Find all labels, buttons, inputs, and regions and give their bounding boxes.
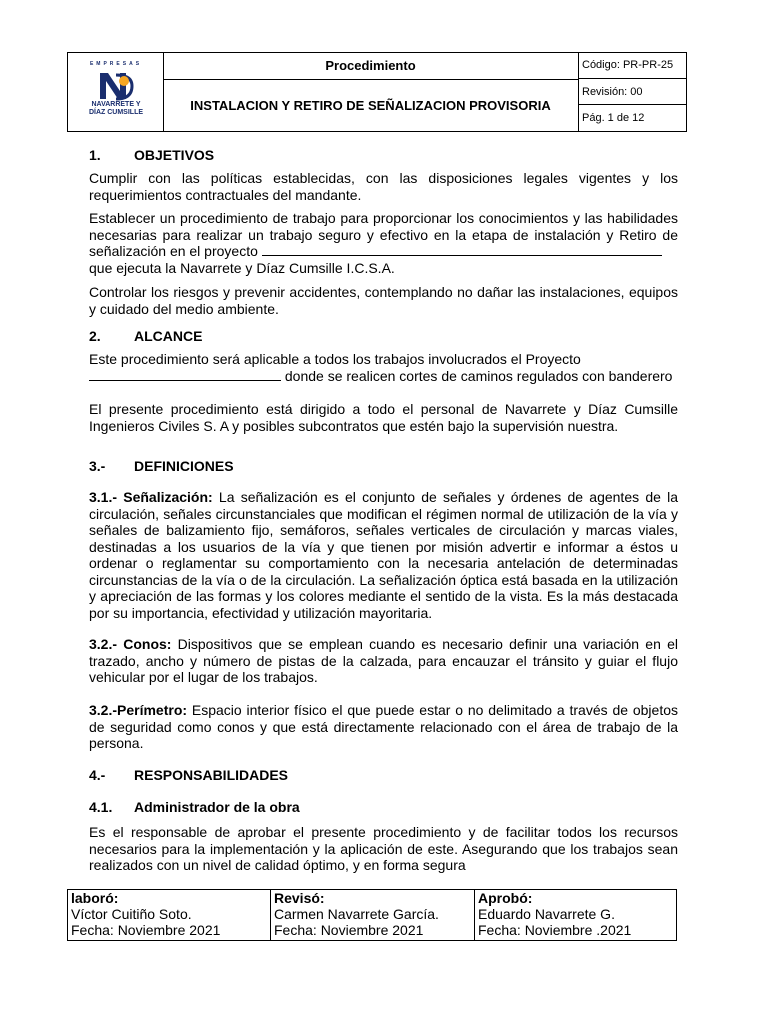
document-header-table bbox=[67, 52, 687, 132]
approval-label: laboró: bbox=[71, 890, 119, 906]
doc-page-number: Pág. 1 de 12 bbox=[582, 112, 645, 124]
approval-col-aprobo bbox=[475, 890, 676, 940]
logo-name-line1: NAVARRETE Y bbox=[91, 101, 141, 108]
company-logo bbox=[80, 61, 152, 123]
nd-logo-mark-icon bbox=[98, 71, 134, 101]
definition-text: Espacio interior físico el que puede estar o no delimitado a través de objetos de seguridad como conos y que está directamente relacionado con el área de trabajo de la persona. bbox=[89, 702, 678, 751]
objetivos-p2-text: Establecer un procedimiento de trabajo para proporcionar los conocimientos y las habilidades necesarias para realizar un trabajo seguro y efectivo en la etapa de instalación y Retiro de señalización en el proyecto bbox=[89, 210, 678, 259]
doc-type: Procedimiento bbox=[163, 53, 578, 80]
objetivos-paragraph-1: Cumplir con las políticas establecidas, con las disposiciones legales vigentes y los requerimientos contractuales del mandante. bbox=[89, 170, 678, 203]
subsection-title: Administrador de la obra bbox=[134, 799, 300, 815]
section-heading-responsabilidades bbox=[89, 767, 288, 783]
alcance-p1-tail: donde se realicen cortes de caminos regulados con banderero bbox=[284, 367, 673, 384]
approval-table bbox=[67, 889, 677, 941]
definition-label: 3.2.-Perímetro: bbox=[89, 702, 188, 718]
objetivos-paragraph-3: Controlar los riesgos y prevenir accidentes, contemplando no dañar las instalaciones, equipos y cuidado del medio ambiente. bbox=[89, 284, 678, 317]
project-name-blank bbox=[262, 243, 662, 256]
approval-label: Revisó: bbox=[274, 890, 325, 906]
objetivos-paragraph-2 bbox=[89, 210, 678, 276]
approval-name: Eduardo Navarrete G. bbox=[478, 906, 615, 922]
approval-name: Víctor Cuitiño Soto. bbox=[71, 906, 192, 922]
alcance-paragraph-1 bbox=[89, 351, 678, 384]
section-title: OBJETIVOS bbox=[134, 147, 215, 163]
definition-label: 3.2.- Conos: bbox=[89, 636, 172, 652]
definition-text: La señalización es el conjunto de señales y órdenes de agentes de la circulación, señales circunstanciales que modifican el régimen normal de utilización de la vía y señales de balizamiento fijo, semáforos, señales verticales de circulación y marcas viales, destinadas a los usuarios de la vía y que tienen por misión advertir e informar a éstos u ordenar o reglamentar su comportamiento con la necesaria antelación de determinadas circunstancias de la vía o de la circulación. La señalización óptica está basada en la utilización y apreciación de las formas y los colores mediante el sentido de la vista. Es la más destacada por su importancia, efectividad y utilización mayoritaria. bbox=[89, 489, 678, 621]
approval-label: Aprobó: bbox=[478, 890, 533, 906]
section-heading-alcance bbox=[89, 328, 202, 344]
logo-name-line2: DÍAZ CUMSILLE bbox=[88, 109, 144, 116]
section-number: 4.- bbox=[89, 767, 106, 783]
subsection-number: 4.1. bbox=[89, 799, 113, 815]
section-number: 3.- bbox=[89, 458, 106, 474]
section-heading-definiciones bbox=[89, 458, 234, 474]
definition-senalizacion bbox=[89, 489, 678, 621]
subsection-heading-administrador bbox=[89, 799, 300, 815]
logo-cell bbox=[68, 53, 164, 131]
project-name-blank bbox=[89, 368, 281, 381]
alcance-p1-text: Este procedimiento será aplicable a todos los trabajos involucrados el Proyecto bbox=[89, 351, 581, 367]
objetivos-p2-company: que ejecuta la Navarrete y Díaz Cumsille I.C.S.A. bbox=[89, 259, 395, 276]
section-title: RESPONSABILIDADES bbox=[134, 767, 289, 783]
doc-code: Código: PR-PR-25 bbox=[578, 53, 686, 79]
title-cell bbox=[163, 53, 579, 131]
meta-cell bbox=[578, 53, 686, 131]
approval-date: Fecha: Noviembre 2021 bbox=[71, 922, 221, 938]
doc-revision: Revisión: 00 bbox=[578, 79, 686, 105]
section-number: 2. bbox=[89, 328, 101, 344]
section-title: ALCANCE bbox=[134, 328, 203, 344]
logo-top-text: EMPRESAS bbox=[89, 61, 143, 67]
definition-conos bbox=[89, 636, 678, 686]
definition-text: Dispositivos que se emplean cuando es necesario definir una variación en el trazado, ancho y número de pistas de la calzada, para encauzar el tránsito y guiar el flujo vehicular por el lugar de los trabajos. bbox=[89, 636, 678, 685]
logo-company-name bbox=[80, 101, 152, 117]
definition-perimetro bbox=[89, 702, 678, 752]
section-title: DEFINICIONES bbox=[134, 458, 234, 474]
administrador-paragraph: Es el responsable de aprobar el presente procedimiento y de facilitar todos los recursos necesarios para la implementación y la aplicación de este. Asegurando que los trabajos sean realizados con un nivel de calidad óptimo, y en forma segura bbox=[89, 824, 678, 873]
approval-date: Fecha: Noviembre 2021 bbox=[274, 922, 424, 938]
definition-label: 3.1.- Señalización: bbox=[89, 489, 213, 505]
section-heading-objetivos bbox=[89, 147, 214, 163]
alcance-paragraph-2: El presente procedimiento está dirigido a todo el personal de Navarrete y Díaz Cumsille Ingenieros Civiles S. A y posibles subcontratos que estén bajo la supervisión nuestra. bbox=[89, 401, 678, 434]
doc-title: INSTALACION Y RETIRO DE SEÑALIZACION PROVISORIA bbox=[190, 98, 551, 113]
approval-name: Carmen Navarrete García. bbox=[274, 906, 439, 922]
approval-col-reviso bbox=[271, 890, 475, 940]
section-number: 1. bbox=[89, 147, 101, 163]
approval-date: Fecha: Noviembre .2021 bbox=[478, 922, 632, 938]
approval-col-elaboro bbox=[68, 890, 271, 940]
